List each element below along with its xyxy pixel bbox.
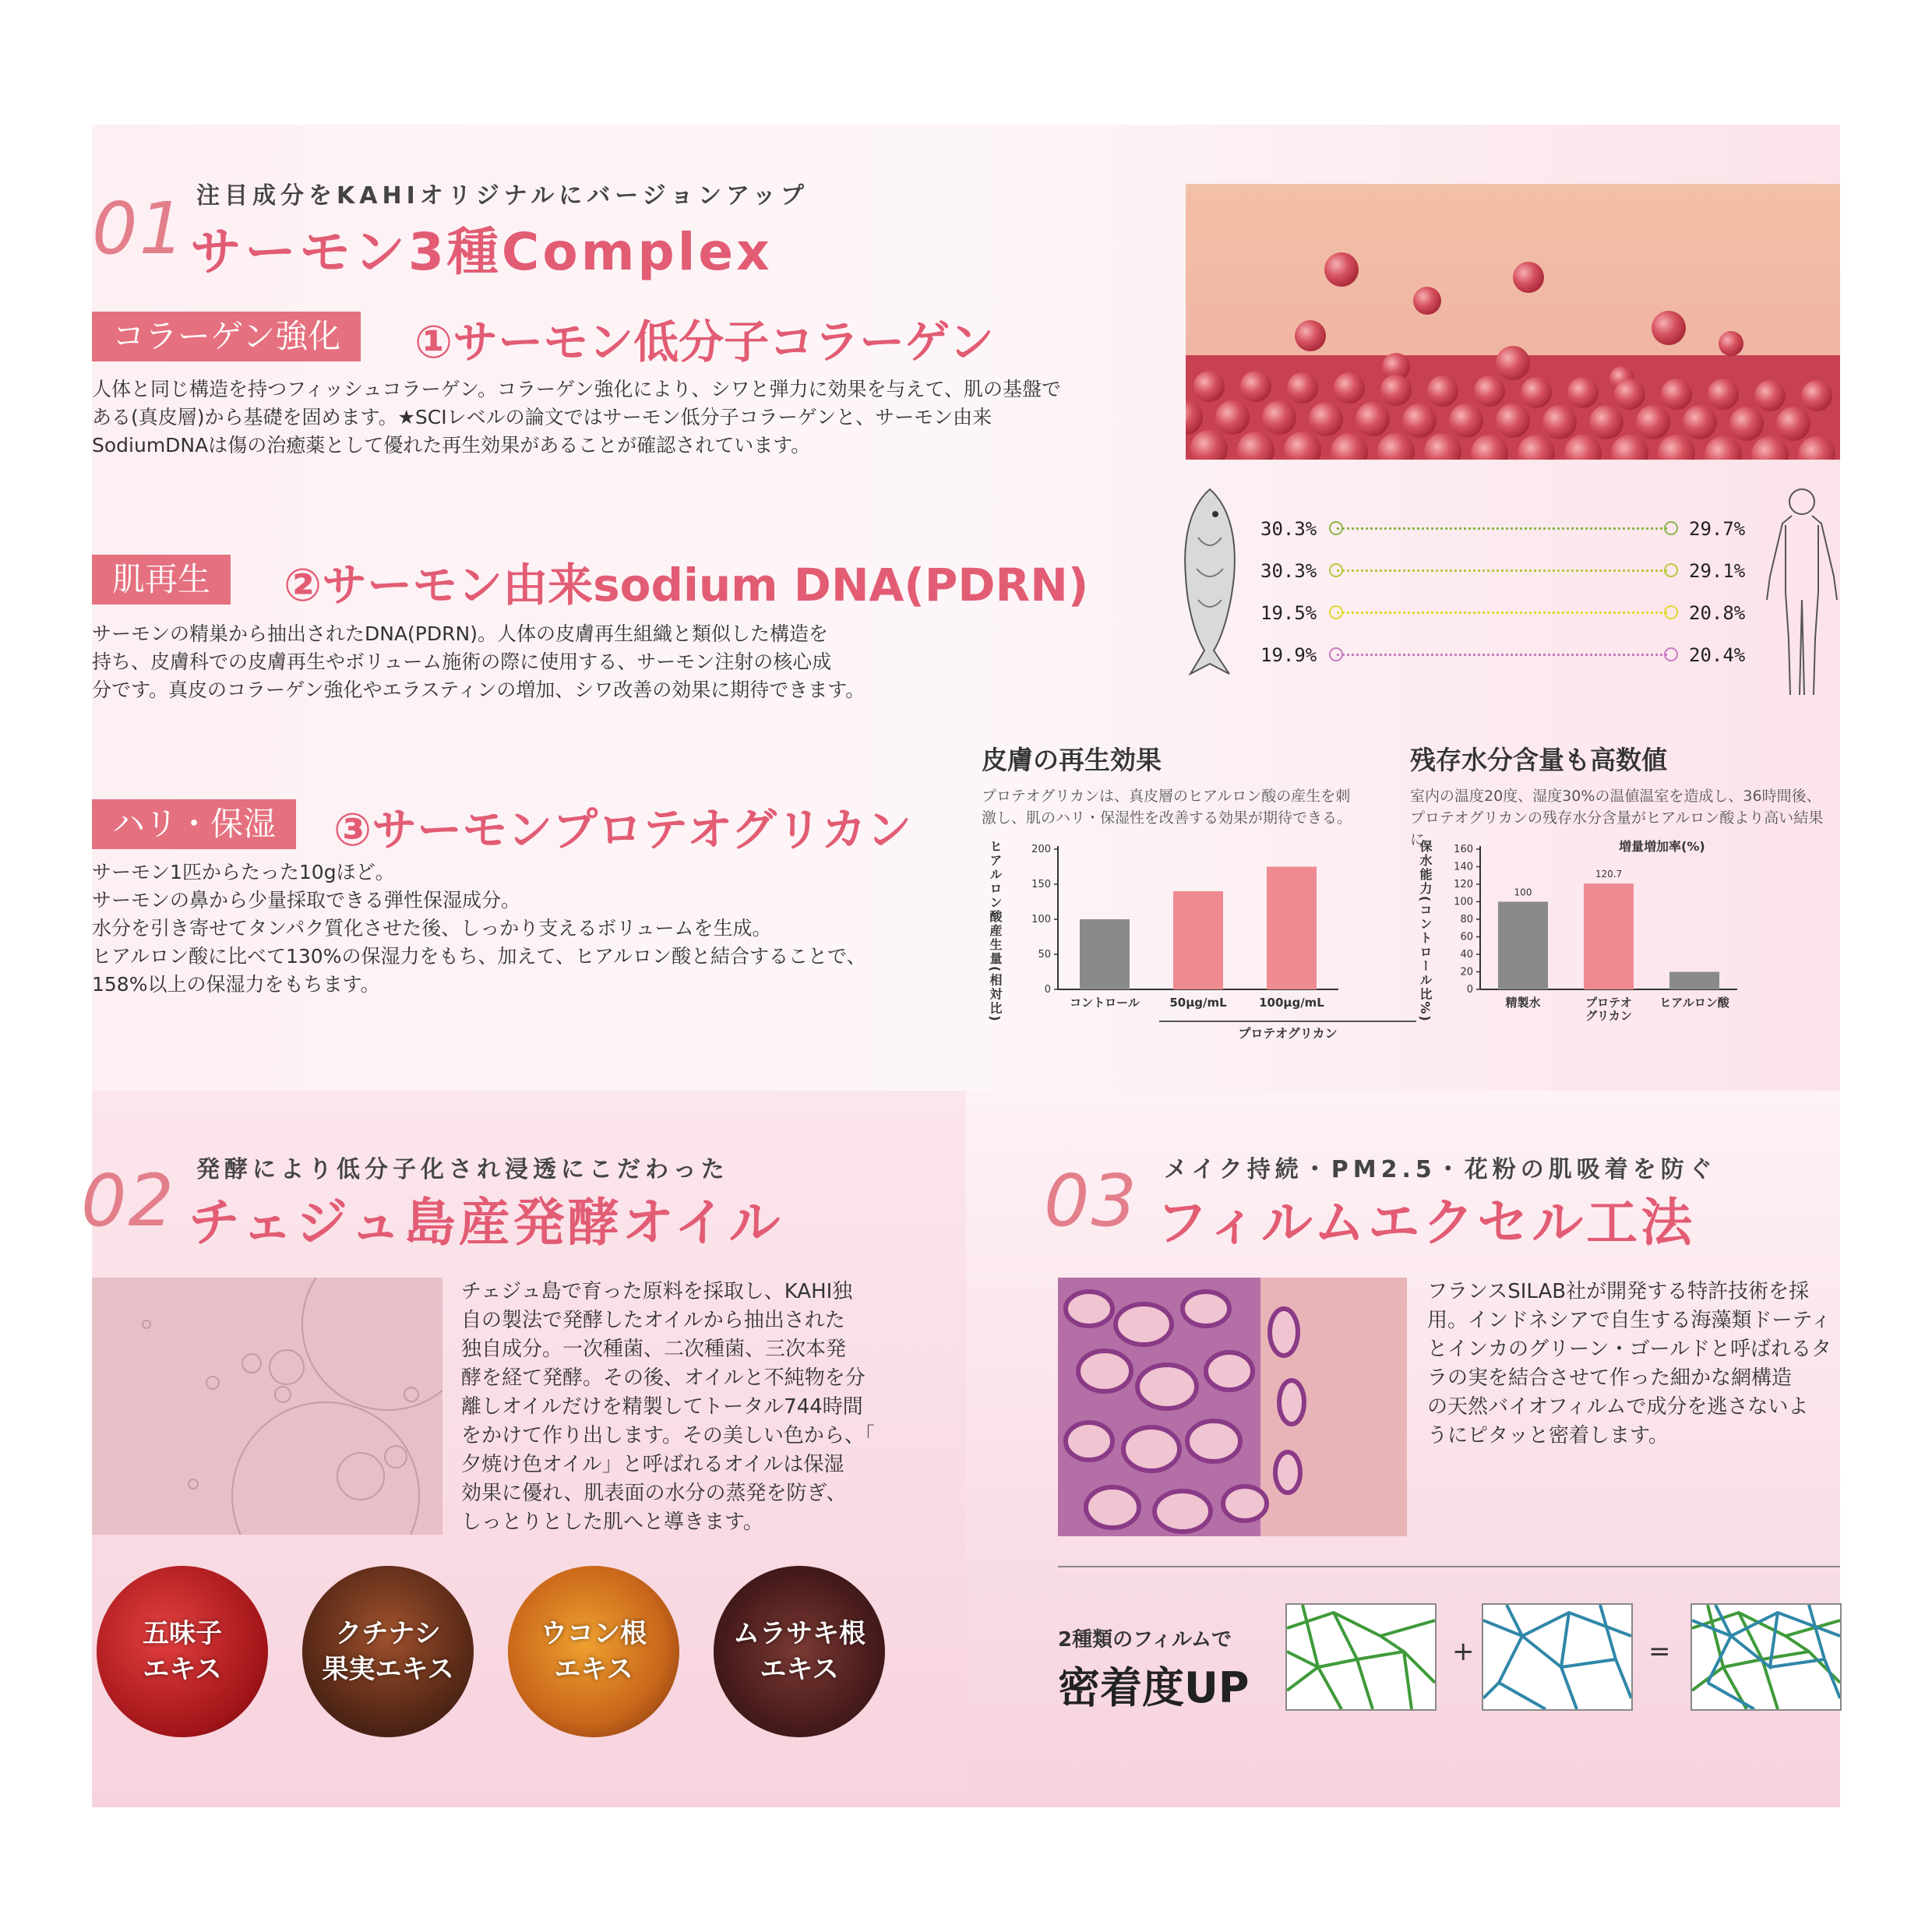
fermented-oil-body: チェジュ島で育った原料を採取し、KAHI独 自の製法で発酵したオイルから抽出された 独自成分。一次種菌、二次種菌、三次本発 酵を経て発酵。その後、オイルと不純物を分 離しオイルだけを精製してトータル744時間 をかけて作り出します。その美しい色から、「 夕焼け色オイル」と呼ばれるオイルは保湿 効果に優れ、肌表面の水分の蒸発を防ぎ、 しっとりとした肌へと導きます。 xyxy=(461,1280,875,1534)
section-title: フィルムエクセル工法 xyxy=(1156,1193,1696,1253)
chart1-plot xyxy=(1003,834,1408,1028)
bar xyxy=(1669,972,1719,990)
chart1-title: 皮膚の再生効果 xyxy=(982,745,1162,775)
section-number: 02 xyxy=(81,1159,176,1243)
y-tick-label: 80 xyxy=(1460,914,1473,925)
section-film-excel xyxy=(966,1091,1840,1807)
section-title: サーモン3種Complex xyxy=(190,222,773,282)
ingredient-gardenia: クチナシ 果実エキス xyxy=(302,1566,474,1737)
section-subtitle: 注目成分をKAHIオリジナルにバージョンアップ xyxy=(196,182,809,210)
y-tick-label: 200 xyxy=(1031,844,1051,855)
equals-sign: = xyxy=(1648,1636,1671,1667)
bar xyxy=(1173,891,1223,989)
bar xyxy=(1080,919,1130,989)
ingredient-turmeric: ウコン根 エキス xyxy=(508,1566,679,1737)
comparison-row: 30.3% 29.7% xyxy=(1260,518,1746,540)
film-green-diagram xyxy=(1285,1603,1437,1711)
comparison-table xyxy=(1260,510,1759,679)
y-tick-label: 0 xyxy=(1044,984,1051,996)
y-tick-label: 140 xyxy=(1454,861,1473,873)
oil-bubbles-image xyxy=(92,1278,442,1535)
body-collagen: 人体と同じ構造を持つフィッシュコラーゲン。コラーゲン強化により、シワと弾力に効果を与えて、肌の基盤で ある(真皮層)から基礎を固めます。★SCIレベルの論文ではサーモン低分子コラーゲンと、サーモン由来 SodiumDNAは傷の治癒薬として優れた再生効果があることが確認されています。 xyxy=(92,378,1062,457)
category-label: グリカン xyxy=(1585,1009,1632,1023)
plus-sign: + xyxy=(1452,1636,1475,1667)
section-title: チェジュ島産発酵オイル xyxy=(189,1193,784,1253)
y-tick-label: 40 xyxy=(1460,949,1473,961)
y-tick-label: 100 xyxy=(1454,896,1473,908)
ingredient-schisandra: 五味子 エキス xyxy=(97,1566,268,1737)
chart1-group-bracket xyxy=(1159,1021,1416,1022)
film-combined-diagram xyxy=(1690,1603,1842,1711)
heading-proteoglycan: ③サーモンプロテオグリカン xyxy=(333,803,912,856)
category-label: プロテオ xyxy=(1585,996,1632,1010)
y-tick-label: 0 xyxy=(1466,984,1473,996)
human-body-icon xyxy=(1759,483,1845,701)
heading-pdrn: ②サーモン由来sodium DNA(PDRN) xyxy=(284,559,1089,612)
y-tick-label: 100 xyxy=(1031,914,1051,925)
salmon-roe-image xyxy=(1186,184,1840,460)
comparison-row: 19.5% 20.8% xyxy=(1260,602,1746,624)
category-label: 精製水 xyxy=(1505,996,1541,1010)
chart1-group-label: プロテオグリカン xyxy=(1238,1026,1338,1041)
chart1-description: プロテオグリカンは、真皮層のヒアルロン酸の産生を刺 激し、肌のハリ・保湿性を改善する効果が期待できる。 xyxy=(982,788,1352,827)
y-tick-label: 60 xyxy=(1460,931,1473,943)
y-tick-label: 160 xyxy=(1454,844,1473,855)
chart2-plot xyxy=(1433,834,1839,1028)
comparison-row: 19.9% 20.4% xyxy=(1260,644,1746,666)
y-tick-label: 120 xyxy=(1454,879,1473,890)
film-blue-diagram xyxy=(1482,1603,1633,1711)
divider xyxy=(1058,1566,1840,1567)
chart2-ylabel: 保水能力(コントロール比%) xyxy=(1418,840,1433,1023)
heading-collagen: ①サーモン低分子コラーゲン xyxy=(414,316,994,368)
comparison-row: 30.3% 29.1% xyxy=(1260,560,1746,582)
biofilm-image xyxy=(1058,1278,1407,1536)
chart1-ylabel: ヒアルロン酸産生量(相対比) xyxy=(988,840,1003,1023)
section-subtitle: 発酵により低分子化され浸透にこだわった xyxy=(196,1156,729,1183)
chart2-title: 残存水分含量も高数値 xyxy=(1410,745,1667,775)
section-fermented-oil xyxy=(81,1091,966,1807)
section-number: 01 xyxy=(92,187,187,270)
category-label: 100μg/mL xyxy=(1259,996,1324,1010)
film-caption: 2種類のフィルムで xyxy=(1058,1628,1232,1652)
film-excel-body: フランスSILAB社が開発する特許技術を採 用。インドネシアで自生する海藻類ドーティ とインカのグリーン・ゴールドと呼ばれるタ ラの実を結合させて作った細かな網構造 の天然バイオフィルムで成分を逃さないよ うにピタッと密着します。 xyxy=(1427,1280,1832,1447)
y-tick-label: 50 xyxy=(1038,949,1051,961)
tag-collagen: コラーゲン強化 xyxy=(92,312,361,361)
y-tick-label: 20 xyxy=(1460,966,1473,978)
bar xyxy=(1498,902,1548,990)
tag-moisture: ハリ・保湿 xyxy=(92,799,296,849)
body-pdrn: サーモンの精巣から抽出されたDNA(PDRN)。人体の皮膚再生組織と類似した構造を 持ち、皮膚科での皮膚再生やボリューム施術の際に使用する、サーモン注射の核心成 分です。真皮のコラーゲン強化やエラスティンの増加、シワ改善の効果に期待できます。 xyxy=(92,622,866,701)
chart2-description: 室内の温度20度、湿度30%の温値温室を造成し、36時間後、 プロテオグリカンの残存水分含量がヒアルロン酸より高い結果に。 xyxy=(1410,788,1824,848)
body-proteoglycan: サーモン1匹からたった10gほど。 サーモンの鼻から少量採取できる弾性保湿成分。 水分を引き寄せてタンパク質化させた後、しっかり支えるボリュームを生成。 ヒアルロン酸に比べて130%の保湿力をもち、加えて、ヒアルロン酸と結合することで、 158%以上の保湿力をもちます。 xyxy=(92,861,866,996)
bar xyxy=(1584,883,1634,989)
category-label: ヒアルロン酸 xyxy=(1659,996,1729,1010)
bar xyxy=(1267,867,1317,990)
film-headline: 密着度UP xyxy=(1058,1663,1250,1712)
ingredient-gromwell: ムラサキ根 エキス xyxy=(714,1566,885,1737)
data-label: 120.7 xyxy=(1595,869,1623,880)
salmon-fish-icon xyxy=(1167,483,1253,678)
category-label: コントロール xyxy=(1070,996,1140,1010)
tag-regeneration: 肌再生 xyxy=(92,555,231,605)
section-salmon-complex xyxy=(92,125,1840,1091)
category-label: 50μg/mL xyxy=(1169,996,1227,1010)
y-tick-label: 150 xyxy=(1031,879,1051,890)
section-number: 03 xyxy=(1044,1159,1139,1243)
section-subtitle: メイク持続・PM2.5・花粉の肌吸着を防ぐ xyxy=(1164,1156,1717,1183)
chart2-legend-title: 増量増加率(%) xyxy=(1619,839,1705,854)
data-label: 100 xyxy=(1514,887,1532,898)
